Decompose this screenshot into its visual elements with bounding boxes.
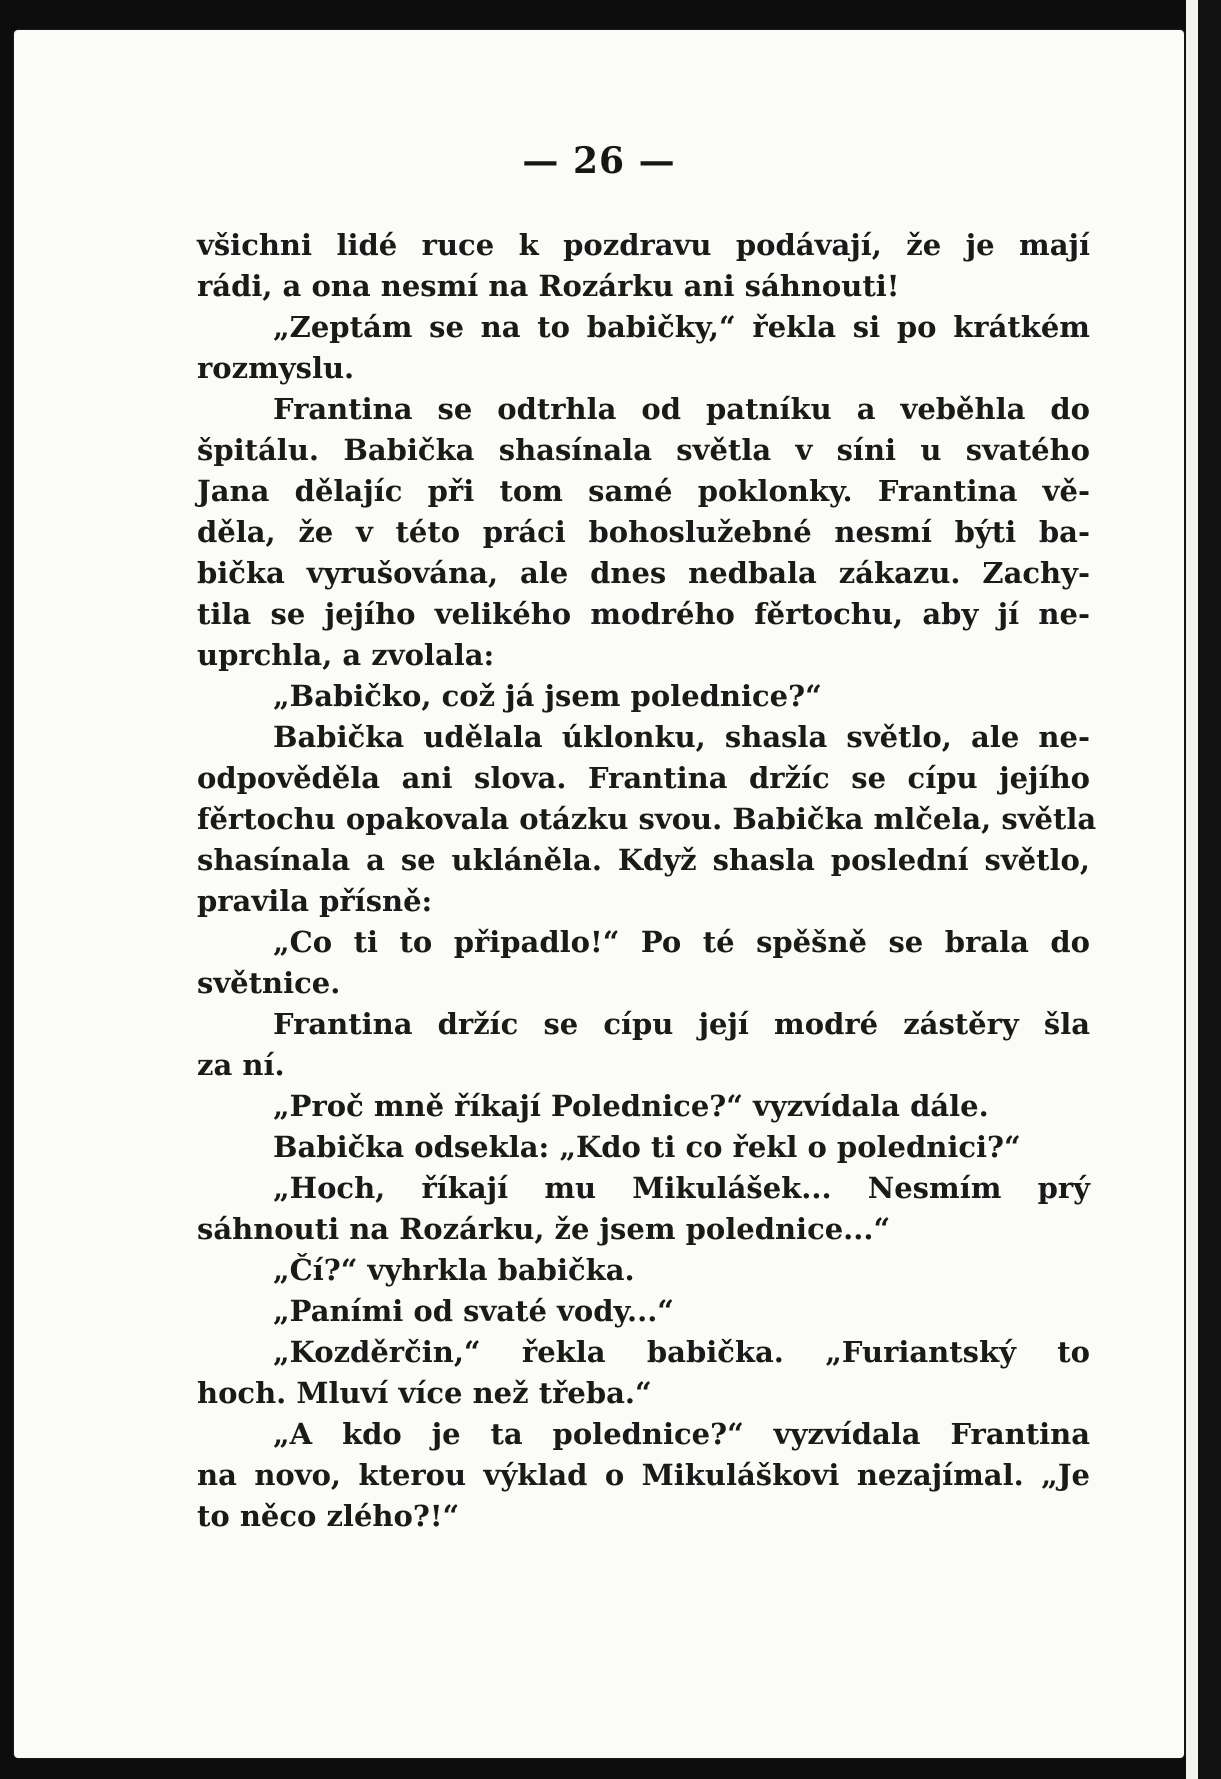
text-line: „Babičko, což já jsem polednice?“ [273, 679, 822, 713]
text-line: „Čí?“ vyhrkla babička. [273, 1253, 635, 1287]
text-line: světnice. [197, 966, 341, 1000]
text-line: všichni lidé ruce k pozdravu podávají, že je mají [197, 228, 1090, 262]
text-line: děla, že v této práci bohoslužebné nesmí býti ba- [197, 515, 1090, 549]
text-line: „Zeptám se na to babičky,“ řekla si po krátkém [273, 310, 1090, 344]
text-line: Babička udělala úklonku, shasla světlo, ale ne- [273, 720, 1090, 754]
text-line: Babička odsekla: „Kdo ti co řekl o polednici?“ [273, 1130, 1021, 1164]
page-number: — 26 — [522, 140, 676, 182]
book-page [14, 30, 1184, 1758]
text-line: tila se jejího velikého modrého fěrtochu, aby jí ne- [197, 597, 1090, 631]
page-edge-strip [1186, 0, 1198, 1779]
text-line: pravila přísně: [197, 884, 433, 918]
text-line: „Proč mně říkají Polednice?“ vyzvídala dále. [273, 1089, 989, 1123]
text-line: uprchla, a zvolala: [197, 638, 495, 672]
text-line: „A kdo je ta polednice?“ vyzvídala Frantina [273, 1417, 1090, 1451]
text-line: bička vyrušována, ale dnes nedbala zákazu. Zachy- [197, 556, 1090, 590]
text-line: rádi, a ona nesmí na Rozárku ani sáhnouti! [197, 269, 900, 303]
text-line: Frantina se odtrhla od patníku a veběhla do [273, 392, 1090, 426]
text-line: rozmyslu. [197, 351, 355, 385]
text-line: sáhnouti na Rozárku, že jsem polednice...“ [197, 1212, 891, 1246]
text-line: odpověděla ani slova. Frantina držíc se cípu jejího [197, 761, 1090, 795]
text-line: „Kozděrčin,“ řekla babička. „Furiantský to [273, 1335, 1090, 1369]
text-line: fěrtochu opakovala otázku svou. Babička mlčela, světla [197, 802, 1097, 836]
text-line: Jana dělajíc při tom samé poklonky. Frantina vě- [197, 474, 1090, 508]
text-line: za ní. [197, 1048, 285, 1082]
text-line: Frantina držíc se cípu její modré zástěry šla [273, 1007, 1090, 1041]
text-line: na novo, kterou výklad o Mikuláškovi nezajímal. „Je [197, 1458, 1090, 1492]
text-line: hoch. Mluví více než třeba.“ [197, 1376, 652, 1410]
text-line: špitálu. Babička shasínala světla v síni u svatého [197, 433, 1090, 467]
scan-border [1198, 0, 1221, 1779]
body-text [197, 225, 1097, 1537]
text-line: „Co ti to připadlo!“ Po té spěšně se brala do [273, 925, 1090, 959]
text-line: „Hoch, říkají mu Mikulášek... Nesmím prý [273, 1171, 1090, 1205]
text-line: „Paními od svaté vody...“ [273, 1294, 674, 1328]
text-line: shasínala a se ukláněla. Když shasla poslední světlo, [197, 843, 1090, 877]
text-line: to něco zlého?!“ [197, 1499, 460, 1533]
